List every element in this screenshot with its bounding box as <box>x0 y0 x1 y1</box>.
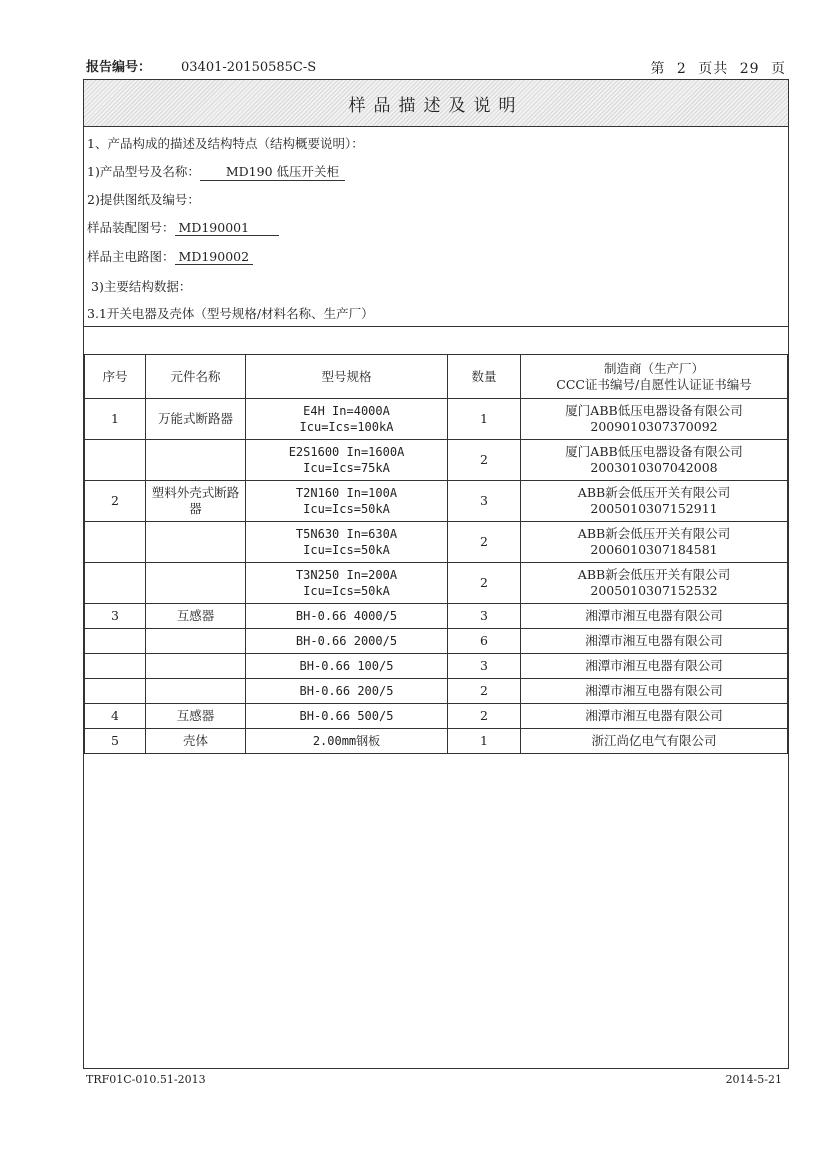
table-row <box>85 440 788 481</box>
table-row <box>85 481 788 522</box>
circuit-diagram-value: MD190002 <box>175 249 254 265</box>
cell-name <box>146 522 246 563</box>
cell-seq: 5 <box>85 729 146 754</box>
cell-name <box>146 629 246 654</box>
cell-model: BH-0.66 500/5 <box>246 704 448 729</box>
cell-seq <box>85 679 146 704</box>
header-maker-line2: CCC证书编号/自愿性认证证书编号 <box>556 376 752 392</box>
table-row <box>85 654 788 679</box>
table-row <box>85 729 788 754</box>
cell-name: 互感器 <box>146 704 246 729</box>
cert-number: 2005010307152911 <box>590 501 718 516</box>
header-qty: 数量 <box>448 355 521 399</box>
cell-name <box>146 440 246 481</box>
page-title: 样品描述及说明 <box>348 95 524 116</box>
report-frame <box>83 79 789 1069</box>
page-indicator <box>644 58 786 78</box>
cell-qty: 3 <box>448 654 521 679</box>
cell-qty: 3 <box>448 604 521 629</box>
cell-seq <box>85 522 146 563</box>
cell-model: BH-0.66 100/5 <box>246 654 448 679</box>
model-line1: T5N630 In=630A <box>295 527 398 541</box>
page-mid: 页共 <box>698 61 729 77</box>
cell-maker: 浙江尚亿电气有限公司 <box>521 729 788 754</box>
cert-number: 2009010307370092 <box>590 419 718 434</box>
table-row <box>85 704 788 729</box>
cell-seq <box>85 440 146 481</box>
cell-maker: 湘潭市湘互电器有限公司 <box>521 604 788 629</box>
cell-name: 万能式断路器 <box>146 399 246 440</box>
maker-name: ABB新会低压开关有限公司 <box>577 526 731 541</box>
table-row <box>85 604 788 629</box>
model-line1: T2N160 In=100A <box>295 486 398 500</box>
header-name: 元件名称 <box>146 355 246 399</box>
cell-name: 塑料外壳式断路器 <box>146 481 246 522</box>
header-model: 型号规格 <box>246 355 448 399</box>
maker-name: ABB新会低压开关有限公司 <box>577 485 731 500</box>
cell-name <box>146 563 246 604</box>
cell-name <box>146 654 246 679</box>
cell-model: BH-0.66 4000/5 <box>246 604 448 629</box>
model-line2: Icu=Ics=75kA <box>303 461 390 475</box>
cell-maker: 湘潭市湘互电器有限公司 <box>521 629 788 654</box>
model-line2: Icu=Ics=50kA <box>303 543 390 557</box>
desc-line-3: 2)提供图纸及编号： <box>87 192 200 207</box>
cell-seq <box>85 629 146 654</box>
cell-model <box>246 399 448 440</box>
model-line1: E2S1600 In=1600A <box>288 445 405 459</box>
cell-maker <box>521 399 788 440</box>
page-prefix: 第 <box>650 61 666 77</box>
desc-line-2 <box>87 162 345 181</box>
header-maker-line1: 制造商（生产厂） <box>603 360 704 376</box>
cell-qty: 3 <box>448 481 521 522</box>
model-line1: T3N250 In=200A <box>295 568 398 582</box>
cell-seq: 4 <box>85 704 146 729</box>
cell-seq: 2 <box>85 481 146 522</box>
model-line2: Icu=Ics=100kA <box>299 420 394 434</box>
cell-maker: 湘潭市湘互电器有限公司 <box>521 704 788 729</box>
table-row <box>85 399 788 440</box>
cell-seq: 1 <box>85 399 146 440</box>
title-bar <box>84 80 788 127</box>
cell-seq <box>85 563 146 604</box>
desc-line-5 <box>87 247 253 265</box>
table-row <box>85 563 788 604</box>
cell-model <box>246 522 448 563</box>
cell-name: 互感器 <box>146 604 246 629</box>
form-code: TRF01C-010.51-2013 <box>86 1073 206 1086</box>
cell-name: 壳体 <box>146 729 246 754</box>
header-maker <box>521 355 788 399</box>
cert-number: 2003010307042008 <box>590 460 718 475</box>
product-label: 1)产品型号及名称： <box>87 164 200 179</box>
table-row <box>85 522 788 563</box>
cell-maker <box>521 481 788 522</box>
cell-maker <box>521 563 788 604</box>
maker-name: 厦门ABB低压电器设备有限公司 <box>565 403 743 418</box>
desc-line-1: 1、产品构成的描述及结构特点（结构概要说明）： <box>87 136 364 151</box>
desc-line-4 <box>87 218 279 236</box>
cell-model: BH-0.66 2000/5 <box>246 629 448 654</box>
cell-qty: 6 <box>448 629 521 654</box>
product-value: MD190 低压开关柜 <box>200 162 345 181</box>
cert-number: 2005010307152532 <box>590 583 718 598</box>
cell-qty: 2 <box>448 563 521 604</box>
assembly-drawing-value: MD190001 <box>175 220 280 236</box>
assembly-drawing-label: 样品装配图号： <box>87 220 175 235</box>
model-line2: Icu=Ics=50kA <box>303 502 390 516</box>
table-header-row <box>85 355 788 399</box>
cell-model: 2.00mm钢板 <box>246 729 448 754</box>
cert-number: 2006010307184581 <box>590 542 718 557</box>
cell-model <box>246 563 448 604</box>
cell-name <box>146 679 246 704</box>
cell-maker <box>521 440 788 481</box>
cell-qty: 2 <box>448 679 521 704</box>
report-number <box>86 56 316 75</box>
parts-table <box>84 354 788 754</box>
footer-date: 2014-5-21 <box>725 1073 782 1086</box>
report-number-label: 报告编号： <box>86 60 152 75</box>
header-seq: 序号 <box>85 355 146 399</box>
page-suffix: 页 <box>771 61 786 77</box>
divider <box>84 326 788 327</box>
model-line1: E4H In=4000A <box>303 404 390 418</box>
table-row <box>85 629 788 654</box>
cell-maker: 湘潭市湘互电器有限公司 <box>521 654 788 679</box>
cell-model <box>246 481 448 522</box>
report-number-value: 03401-20150585C-S <box>181 60 317 75</box>
cell-maker: 湘潭市湘互电器有限公司 <box>521 679 788 704</box>
maker-name: 厦门ABB低压电器设备有限公司 <box>565 444 743 459</box>
page-number: 2 <box>676 61 687 77</box>
cell-maker <box>521 522 788 563</box>
cell-model <box>246 440 448 481</box>
page-total: 29 <box>739 61 760 77</box>
circuit-diagram-label: 样品主电路图： <box>87 249 175 264</box>
desc-line-6: 3)主要结构数据： <box>91 279 192 294</box>
desc-line-7: 3.1开关电器及壳体（型号规格/材料名称、生产厂） <box>87 306 374 321</box>
cell-qty: 1 <box>448 729 521 754</box>
maker-name: ABB新会低压开关有限公司 <box>577 567 731 582</box>
table-row <box>85 679 788 704</box>
cell-qty: 2 <box>448 704 521 729</box>
cell-model: BH-0.66 200/5 <box>246 679 448 704</box>
cell-qty: 2 <box>448 522 521 563</box>
cell-seq: 3 <box>85 604 146 629</box>
model-line2: Icu=Ics=50kA <box>303 584 390 598</box>
cell-seq <box>85 654 146 679</box>
cell-qty: 2 <box>448 440 521 481</box>
cell-qty: 1 <box>448 399 521 440</box>
